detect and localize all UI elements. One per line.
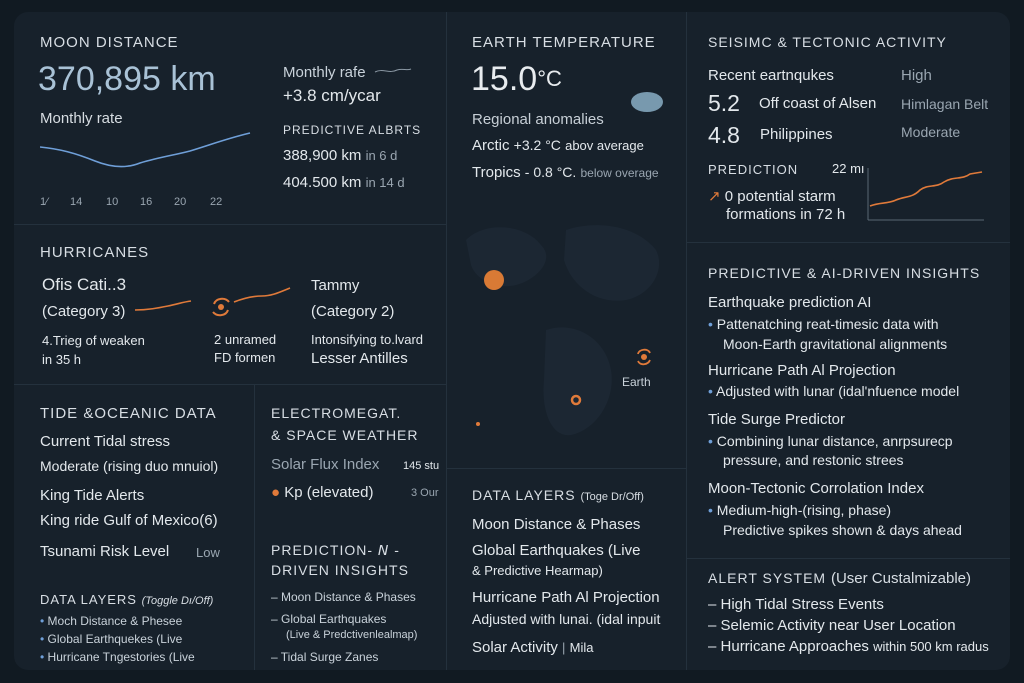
recent-quakes-level: High xyxy=(901,67,932,84)
layer-hurricane-sub: Adjusted with lunai. (idal inpuit xyxy=(472,611,661,627)
prediction-title-1: PREDICTION- 𝘕 - xyxy=(271,542,400,558)
hurricane-ai-title: Hurricane Path Al Projection xyxy=(708,362,896,379)
layer-hurricane[interactable]: Hurricane Path Al Projection xyxy=(472,589,660,606)
hurricane-marker xyxy=(641,354,647,360)
kp-row xyxy=(271,484,373,501)
divider xyxy=(686,242,1010,243)
toggle-label[interactable]: (Toge Dr/Off) xyxy=(580,491,644,503)
solar-flux-value: 145 stu xyxy=(403,460,440,472)
arctic-note: abov average xyxy=(565,138,644,153)
tide-surge-line1 xyxy=(708,433,953,449)
rate-squiggle xyxy=(373,66,413,76)
planet-icon xyxy=(630,90,664,114)
prediction-value: 22 mı xyxy=(832,161,865,176)
storm-forecast-text: 0 potential starm xyxy=(724,188,836,205)
alert-item-sub: within 500 km radus xyxy=(873,639,989,654)
moon-tectonic-line2: Predictive spikes shown & days ahead xyxy=(723,522,962,538)
trend-arrow-icon: ↗ xyxy=(708,188,721,205)
list-item[interactable]: – Moon Distance & Phases xyxy=(271,590,416,604)
alert-title-text: ALERT SYSTEM xyxy=(708,570,827,586)
alert-title-paren: (User Custalmizable) xyxy=(830,570,972,587)
data-layers-title-text: DATA LAYERS xyxy=(40,592,137,607)
list-item[interactable] xyxy=(40,614,182,628)
predict-2-value: 404.500 km xyxy=(283,174,362,191)
list-item-label: Global Earthquakes xyxy=(281,612,387,626)
arctic-row xyxy=(472,137,644,154)
x-tick: 14 xyxy=(70,196,83,208)
map-label: Earth xyxy=(622,375,651,389)
x-tick: 10 xyxy=(106,196,119,208)
seismic-trend-chart xyxy=(866,166,986,222)
eq-ai-title: Earthquake prediction AI xyxy=(708,294,872,311)
alert-item-label: Hurricane Approaches xyxy=(720,638,869,655)
alert-item-label: High Tidal Stress Events xyxy=(720,596,884,613)
tide-surge-text: Combining lunar distance, anrpsurecp xyxy=(716,433,953,449)
kp-value: 3 Our xyxy=(411,487,439,499)
tropics-row xyxy=(472,164,659,181)
quake2-place: Philippines xyxy=(760,126,833,143)
storm1-track xyxy=(133,296,193,316)
tropics-label: Tropics xyxy=(472,164,521,181)
divider xyxy=(686,558,1010,559)
tropics-note: below overage xyxy=(580,166,659,180)
moon-tectonic-line1 xyxy=(708,502,891,518)
list-item-label: Moon Distance & Phases xyxy=(281,590,416,604)
storm2-track xyxy=(232,284,292,306)
predict-1-when: in 6 d xyxy=(365,148,398,163)
hurricane-ai-line1 xyxy=(708,383,959,399)
data-layers-title-text: DATA LAYERS xyxy=(472,487,576,503)
kp-label: Kp (elevated) xyxy=(284,484,374,501)
tide-surge-line2: pressure, and restonic strees xyxy=(723,452,904,468)
eq-ai-line2: Moon-Earth gravitational alignments xyxy=(723,336,948,352)
tsunami-label: Tsunami Risk Level xyxy=(40,543,170,560)
monthly-rafe-label: Monthly rafe xyxy=(283,64,366,81)
space-weather-title-2: & SPACE WEATHER xyxy=(271,427,419,443)
space-weather-title-1: ELECTROMEGAT. xyxy=(271,405,402,421)
alert-item[interactable]: – Selemic Activity near User Location xyxy=(708,617,956,634)
hurricane-icon xyxy=(210,296,234,318)
bullet-icon: • xyxy=(708,383,717,399)
quake1-note: Himlagan Belt xyxy=(901,96,989,112)
prediction-title-2: DRIVEN INSIGHTS xyxy=(271,562,409,578)
layer-solar-label: Solar Activity xyxy=(472,639,558,656)
x-tick: 20 xyxy=(174,196,187,208)
list-item[interactable]: – Global Earthquakes xyxy=(271,612,387,626)
storm1-name: Ofis Cati..3 xyxy=(42,275,127,294)
arctic-label: Arctic xyxy=(472,137,510,154)
quake2-magnitude: 4.8 xyxy=(708,122,740,148)
predict-2-when: in 14 d xyxy=(365,175,405,190)
list-item-sub: (Live & Predctivenlealmap) xyxy=(286,629,418,641)
list-item-label: Global Earthquekes (Live xyxy=(47,632,183,646)
divider xyxy=(254,384,255,670)
alert-item[interactable]: – High Tidal Stress Events xyxy=(708,596,884,613)
storm2-note1: Intonsifying to.lvard xyxy=(311,332,424,347)
tsunami-value: Low xyxy=(196,545,220,560)
current-tidal-label: Current Tidal stress xyxy=(40,433,171,450)
alert-item[interactable]: – Hurricane Approaches within 500 km radus xyxy=(708,638,989,655)
predictive-alerts-title: PREDICTIVE ALBRTS xyxy=(283,123,422,137)
predict-2 xyxy=(283,174,405,191)
king-tide-label: King Tide Alerts xyxy=(40,487,145,504)
moon-tectonic-text: Medium-high-(rising, phase) xyxy=(716,502,892,518)
storm2-category: (Category 2) xyxy=(311,303,395,320)
quake1-place: Off coast of Alsen xyxy=(759,95,877,112)
bullet-icon: • xyxy=(708,316,717,332)
mid-note1: 2 unramed xyxy=(214,332,277,347)
seismic-title: SEISIMC & TECTONIC ACTIVITY xyxy=(708,34,947,50)
list-item[interactable] xyxy=(40,632,182,646)
hotspot-marker xyxy=(484,270,504,290)
x-tick: 16 xyxy=(140,196,153,208)
moon-tectonic-title: Moon-Tectonic Corrolation Index xyxy=(708,480,924,497)
x-tick: 1⁄ xyxy=(40,196,48,208)
predict-1-value: 388,900 km xyxy=(283,147,362,164)
layer-earthquakes-sub: & Predictive Hearmap) xyxy=(472,563,603,578)
list-item-label: Tidal Surge Zanes xyxy=(280,650,379,664)
anomalies-label: Regional anomalies xyxy=(472,111,604,128)
earth-temp-reading xyxy=(471,60,562,99)
tide-title: TIDE &OCEANIC DATA xyxy=(40,405,217,422)
monthly-rate-label: Monthly rate xyxy=(40,110,123,127)
toggle-label[interactable]: (Toggle Dı/Off) xyxy=(141,595,214,607)
x-tick: 22 xyxy=(210,196,223,208)
predict-1 xyxy=(283,147,397,164)
list-item-label: Moch Distance & Phesee xyxy=(47,614,183,628)
data-layers-center-title xyxy=(472,487,644,503)
storm2-note2: Lesser Antilles xyxy=(311,350,408,367)
arctic-value: +3.2 °C xyxy=(513,137,561,153)
hurricanes-title: HURRICANES xyxy=(40,244,150,261)
recent-quakes-label: Recent eartnqukes xyxy=(708,67,834,84)
quake1-magnitude: 5.2 xyxy=(708,90,740,116)
storm2-name: Tammy xyxy=(311,277,360,294)
world-map[interactable] xyxy=(446,200,674,450)
status-dot-icon: ● xyxy=(271,484,281,501)
divider xyxy=(446,468,686,469)
tropics-value: - 0.8 °C. xyxy=(524,164,577,180)
list-item-label: Hurricane Tngestories (Live xyxy=(47,650,195,664)
list-item[interactable] xyxy=(40,650,195,664)
solar-flux-label: Solar Flux Index xyxy=(271,456,380,473)
bullet-icon: • xyxy=(40,614,45,628)
earth-temp-unit: °C xyxy=(537,66,562,91)
king-tide-value: King ride Gulf of Mexico(6) xyxy=(40,512,218,529)
eq-ai-line1 xyxy=(708,316,939,332)
bullet-icon: • xyxy=(40,650,45,664)
alert-item-label: Selemic Activity near User Location xyxy=(720,617,956,634)
alert-system-title xyxy=(708,570,971,587)
data-layers-left-title xyxy=(40,592,213,607)
earth-temp-title: EARTH TEMPERATURE xyxy=(472,34,656,51)
moon-distance-value: 370,895 km xyxy=(38,60,216,98)
layer-earthquakes[interactable]: Global Earthquakes (Live xyxy=(472,542,641,559)
bullet-icon: • xyxy=(40,632,45,646)
storm-forecast-line2: formations in 72 h xyxy=(726,206,846,223)
hurricane-ai-text: Adjusted with lunar (idal'nfuence model xyxy=(716,383,960,399)
quake2-note: Moderate xyxy=(901,124,961,140)
moon-distance-title: MOON DISTANCE xyxy=(40,34,179,51)
mid-note2: FD formen xyxy=(214,350,276,365)
insights-title: PREDICTIVE & AI-DRIVEN INSIGHTS xyxy=(708,265,981,281)
list-item[interactable]: – Tidal Surge Zanes xyxy=(271,650,379,664)
storm1-category: (Category 3) xyxy=(42,303,126,320)
storm-marker xyxy=(476,422,480,426)
moon-distance-sparkline xyxy=(40,125,252,175)
divider xyxy=(686,12,687,670)
storm-forecast-line1 xyxy=(708,187,836,205)
layer-solar[interactable]: Solar Activity | Mila xyxy=(472,639,594,656)
current-tidal-value: Moderate (rising duo mnuiol) xyxy=(40,458,219,474)
storm1-note1: 4.Trieg of weaken xyxy=(42,333,145,348)
divider xyxy=(14,384,446,385)
prediction-label: PREDICTION xyxy=(708,162,799,177)
storm1-note2: in 35 h xyxy=(42,352,82,367)
divider xyxy=(14,224,446,225)
tide-surge-title: Tide Surge Predictor xyxy=(708,411,846,428)
layer-moon[interactable]: Moon Distance & Phases xyxy=(472,516,641,533)
bullet-icon: • xyxy=(708,502,717,518)
layer-solar-value: Mila xyxy=(569,640,594,655)
eq-ai-text: Pattenatching reat-timesic data with xyxy=(716,316,939,332)
earth-temp-value: 15.0 xyxy=(471,60,538,98)
bullet-icon: • xyxy=(708,433,717,449)
moon-rate-value: +3.8 cm/ycar xyxy=(283,86,381,105)
